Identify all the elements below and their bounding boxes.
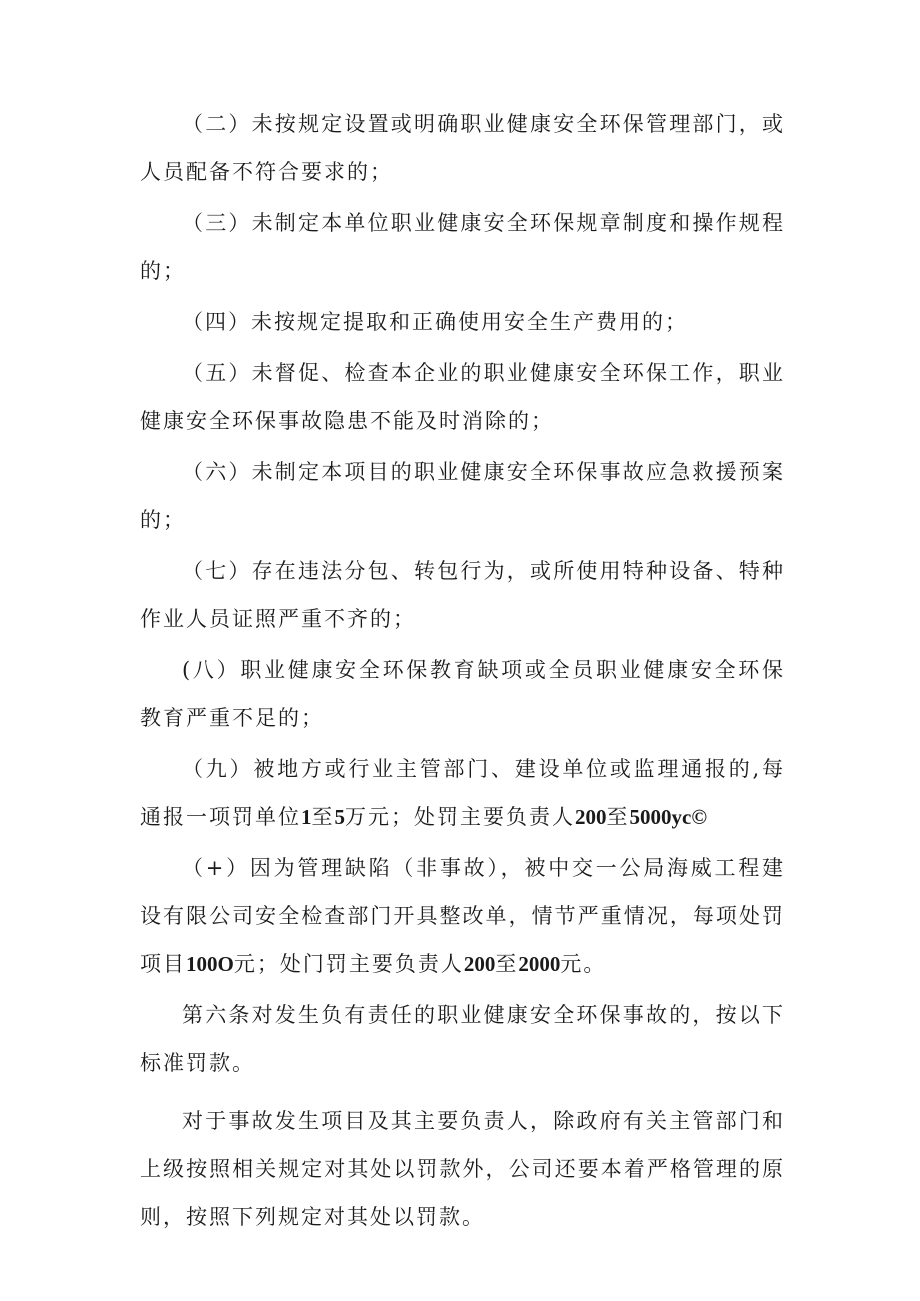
item-10-text-2: 元；处门罚主要负责人: [233, 952, 464, 976]
item-10-text-1: （+）因为管理缺陷（非事故），被中交一公局海威工程建设有限公司安全检查部门开具整改单，情节严重情况，每项处罚项目: [140, 856, 785, 976]
paragraph-item-8: (八）职业健康安全环保教育缺项或全员职业健康安全环保教育严重不足的；: [140, 658, 785, 730]
paragraph-item-10: [140, 844, 785, 988]
paragraph-item-9: [140, 745, 785, 841]
item-10-text-4: 元。: [560, 952, 607, 976]
item-9-text-3: 万元；处罚主要负责人: [345, 805, 575, 829]
paragraph-item-5: （五）未督促、检查本企业的职业健康安全环保工作，职业健康安全环保事故隐患不能及时消除的；: [140, 361, 785, 433]
item-9-number-4: 5000yc©: [629, 805, 708, 829]
item-9-text-4: 至: [606, 805, 630, 829]
item-9-text-1: （九）被地方或行业主管部门、建设单位或监理通报的,每通报一项罚单位: [140, 757, 785, 829]
paragraph-item-6: （六）未制定本项目的职业健康安全环保事故应急救援预案的；: [140, 460, 785, 532]
item-10-text-3: 至: [495, 952, 519, 976]
paragraph-closing: 对于事故发生项目及其主要负责人，除政府有关主管部门和上级按照相关规定对其处以罚款外，公司还要本着严格管理的原则，按照下列规定对其处以罚款。: [140, 1109, 785, 1229]
item-9-text-2: 至: [311, 805, 335, 829]
paragraph-article-6: 第六条对发生负有责任的职业健康安全环保事故的，按以下标准罚款。: [140, 1003, 785, 1075]
item-10-number-3: 2000: [518, 952, 561, 976]
item-9-number-3: 200: [575, 805, 607, 829]
item-9-number-1: 1: [301, 805, 312, 829]
paragraph-item-2: （二）未按规定设置或明确职业健康安全环保管理部门，或人员配备不符合要求的；: [140, 112, 785, 184]
paragraph-item-4: （四）未按规定提取和正确使用安全生产费用的；: [182, 310, 688, 334]
item-10-number-1: 100O: [186, 952, 234, 976]
item-9-number-2: 5: [334, 805, 345, 829]
item-10-number-2: 200: [463, 952, 496, 976]
document-body: [140, 100, 785, 1244]
paragraph-item-7: （七）存在违法分包、转包行为，或所使用特种设备、特种作业人员证照严重不齐的；: [140, 559, 785, 631]
paragraph-item-3: （三）未制定本单位职业健康安全环保规章制度和操作规程的；: [140, 211, 785, 283]
